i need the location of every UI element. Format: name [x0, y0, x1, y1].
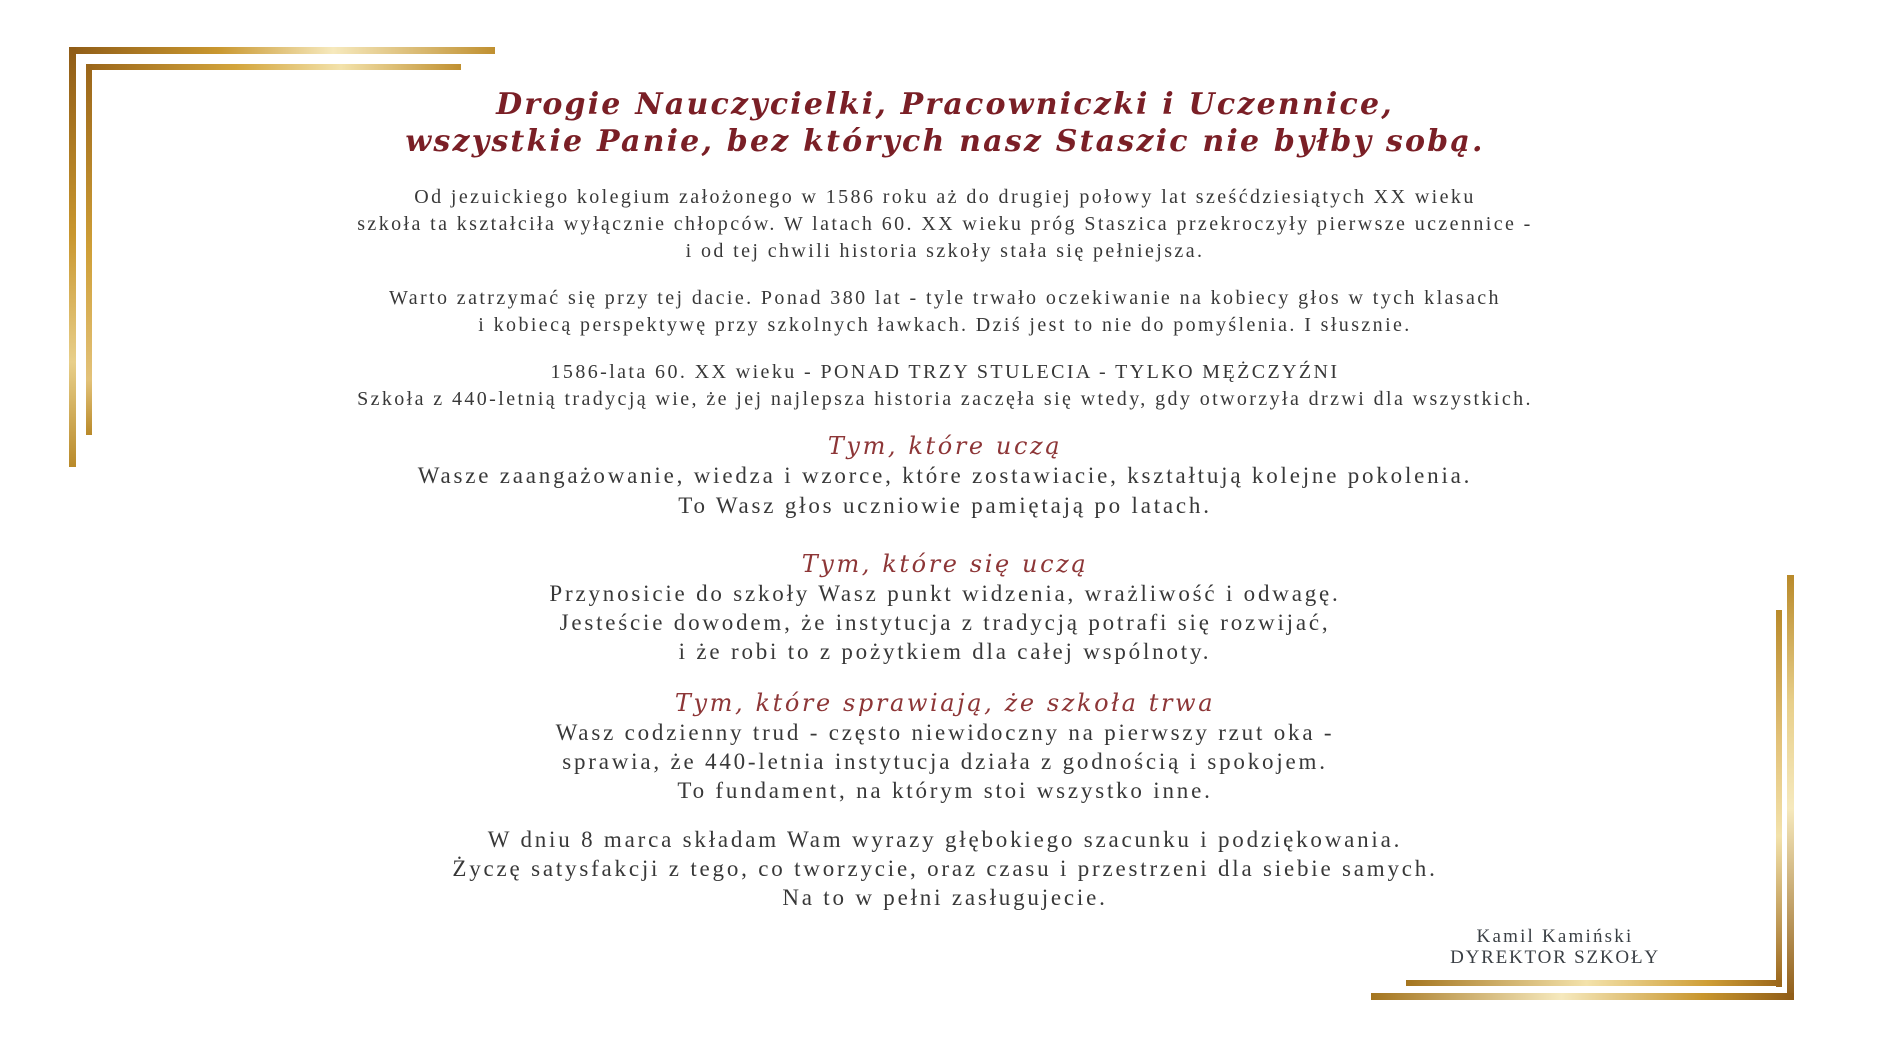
section-line: Przynosicie do szkoły Wasz punkt widzenia, wrażliwość i odwagę. [549, 581, 1341, 606]
section-line: Jesteście dowodem, że instytucja z tradycją potrafi się rozwijać, [559, 610, 1331, 635]
section-staff-heading: Tym, które sprawiają, że szkoła trwa [674, 689, 1216, 717]
signature-title: DYREKTOR SZKOŁY [1450, 947, 1660, 968]
gold-frame-bottom-right-outer-horizontal [1371, 993, 1794, 1000]
history-paragraph [0, 285, 1890, 339]
timeline-paragraph [0, 359, 1890, 413]
paragraph-line: Od jezuickiego kolegium założonego w 1586 roku aż do drugiej połowy lat sześćdziesiątych XX wieku [414, 186, 1476, 208]
closing-line: Na to w pełni zasługujecie. [782, 885, 1108, 910]
paragraph-line: i kobiecą perspektywę przy szkolnych ławkach. Dziś jest to nie do pomyślenia. I słusznie. [478, 314, 1412, 336]
closing-paragraph [0, 825, 1890, 912]
section-staff [0, 688, 1890, 805]
section-line: Wasze zaangażowanie, wiedza i wzorce, które zostawiacie, kształtują kolejne pokolenia. [417, 463, 1473, 488]
paragraph-line: i od tej chwili historia szkoły stała się pełniejsza. [685, 240, 1205, 262]
paragraph-line: szkoła ta kształciła wyłącznie chłopców. W latach 60. XX wieku próg Staszica przekroczyły pierwsze uczennice - [357, 213, 1533, 235]
letter-title-line-1: Drogie Nauczycielki, Pracowniczki i Uczennice, [496, 87, 1394, 122]
letter-title-line-2: wszystkie Panie, bez których nasz Staszic nie byłby sobą. [405, 124, 1485, 159]
signature-block [1425, 926, 1685, 968]
gold-frame-bottom-right-inner-horizontal [1406, 980, 1782, 986]
section-teachers-heading: Tym, które uczą [827, 432, 1063, 460]
section-line: To fundament, na którym stoi wszystko inne. [677, 778, 1213, 803]
section-line: sprawia, że 440-letnia instytucja działa z godnością i spokojem. [562, 749, 1328, 774]
section-students-heading: Tym, które się uczą [801, 550, 1089, 578]
paragraph-line: Warto zatrzymać się przy tej dacie. Ponad 380 lat - tyle trwało oczekiwanie na kobiecy głos w tych klasach [389, 287, 1501, 309]
section-teachers [0, 431, 1890, 521]
paragraph-line: 1586-lata 60. XX wieku - PONAD TRZY STULECIA - TYLKO MĘŻCZYŹNI [550, 361, 1340, 383]
section-students [0, 549, 1890, 666]
section-line: Wasz codzienny trud - często niewidoczny na pierwszy rzut oka - [555, 720, 1335, 745]
section-line: To Wasz głos uczniowie pamiętają po latach. [678, 493, 1212, 518]
section-staff-body [0, 718, 1890, 805]
signature-name: Kamil Kamiński [1476, 926, 1634, 947]
closing-line: W dniu 8 marca składam Wam wyrazy głębokiego szacunku i podziękowania. [487, 827, 1403, 852]
closing-line: Życzę satysfakcji z tego, co tworzycie, oraz czasu i przestrzeni dla siebie samych. [452, 856, 1438, 881]
section-line: i że robi to z pożytkiem dla całej wspólnoty. [678, 639, 1212, 664]
intro-paragraph [0, 184, 1890, 265]
paragraph-line: Szkoła z 440-letnią tradycją wie, że jej najlepsza historia zaczęła się wtedy, gdy otworzyła drzwi dla wszystkich. [357, 388, 1533, 410]
section-students-body [0, 579, 1890, 666]
section-teachers-body [0, 461, 1890, 521]
letter-title [0, 86, 1890, 160]
